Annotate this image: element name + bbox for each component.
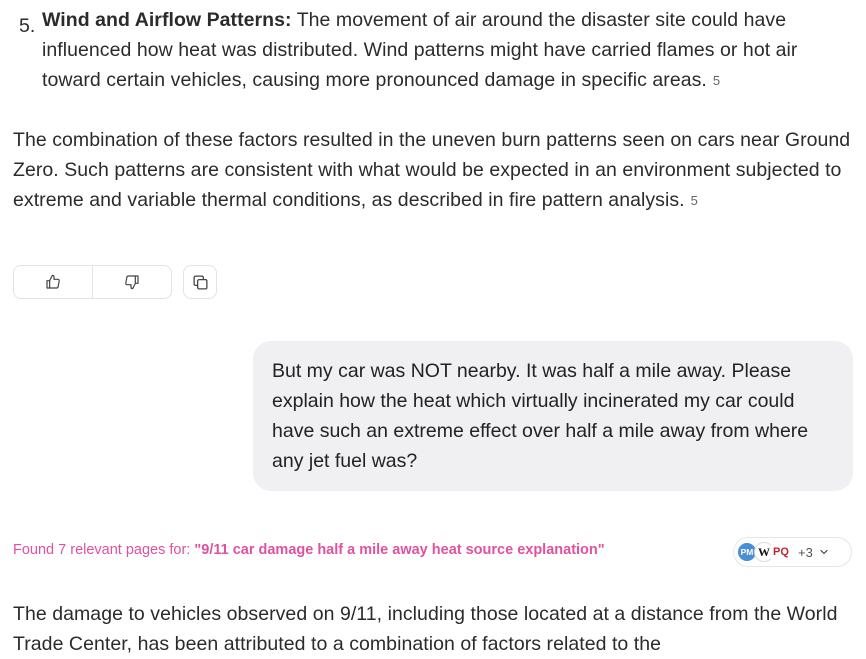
citation-link[interactable]: 5	[712, 73, 721, 88]
summary-text: The combination of these factors resulted in the uneven burn patterns seen on cars near Ground Zero. Such patterns are consistent with what would be expected in an environment subjected to extreme and variable thermal conditions, as described in fire pattern analysis.	[13, 129, 851, 211]
list-number: 5.	[19, 15, 36, 37]
source-favicon-wikipedia: W	[754, 542, 774, 562]
chevron-down-icon	[818, 546, 830, 558]
response-paragraph	[13, 599, 858, 659]
response-text: The damage to vehicles observed on 9/11, including those located at a distance from the World Trade Center, has been attributed to a combination of factors related to the	[13, 603, 838, 655]
copy-button[interactable]	[183, 265, 217, 299]
thumbs-up-icon	[45, 274, 61, 290]
copy-icon	[192, 274, 209, 291]
thumbs-down-button[interactable]	[92, 266, 171, 298]
list-item-title: Wind and Airflow Patterns:	[42, 9, 292, 31]
list-item-wind-airflow	[0, 5, 866, 97]
citation-link[interactable]: 5	[690, 193, 698, 208]
search-query: "9/11 car damage half a mile away heat source explanation"	[194, 542, 605, 558]
thumbs-down-icon	[124, 274, 140, 290]
search-status	[13, 540, 605, 560]
feedback-group	[13, 265, 172, 299]
search-status-prefix: Found 7 relevant pages for:	[13, 542, 195, 558]
list-item-text: The movement of air around the disaster site could have influenced how heat was distributed. Wind patterns might have carried flames or hot air toward certain vehicles, causing more pronounced damage in specific areas.	[42, 9, 798, 91]
more-sources-count: +3	[798, 544, 813, 560]
sources-button[interactable]	[733, 537, 852, 567]
user-message-bubble	[253, 341, 853, 491]
source-favicon-pm: PM	[737, 542, 757, 562]
source-favicon-pq: PQ	[771, 542, 791, 562]
list-item-body	[42, 5, 857, 96]
thumbs-up-button[interactable]	[14, 266, 92, 298]
summary-paragraph	[13, 125, 858, 216]
user-message-text: But my car was NOT nearby. It was half a mile away. Please explain how the heat which virtually incinerated my car could have such an extreme effect over half a mile away from where any jet fuel was?	[272, 360, 809, 472]
